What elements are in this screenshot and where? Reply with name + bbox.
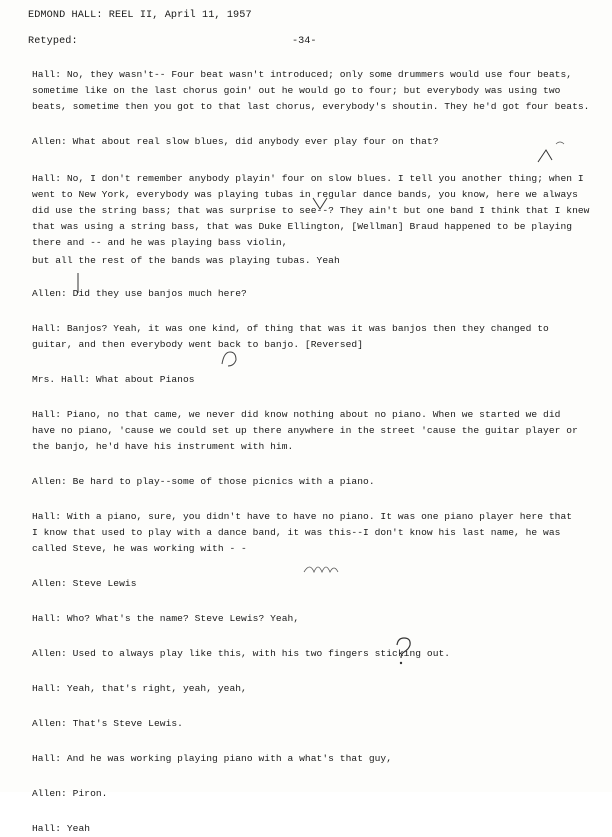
transcript-line: Allen: That's Steve Lewis. [32, 718, 183, 729]
transcript-line: called Steve, he was working with - - [32, 543, 247, 554]
transcript-line: I know that used to play with a dance band, it was this--I don't know his last name, he was [32, 527, 561, 538]
transcript-line: Hall: Piano, no that came, we never did know nothing about no piano. When we started we did [32, 409, 561, 420]
transcript-line: Allen: Piron. [32, 788, 108, 799]
transcript-line: Hall: With a piano, sure, you didn't have to have no piano. It was one piano player here that [32, 511, 573, 522]
page-number: -34- [292, 36, 317, 47]
transcript-line: Allen: Did they use banjos much here? [32, 288, 247, 299]
transcript-line: have no piano, 'cause we could set up there anywhere in the street 'cause the guitar player or [32, 425, 578, 436]
transcript-line: did use the string bass; that was surprise to see--? They ain't but one band I think that I knew [32, 205, 590, 216]
handwritten-divider-mark [74, 272, 82, 294]
transcript-body [32, 67, 592, 837]
handwritten-question-mark [392, 636, 414, 666]
transcript-line: Hall: Who? What's the name? Steve Lewis? Yeah, [32, 613, 300, 624]
transcript-line: Hall: Banjos? Yeah, it was one kind, of thing that was it was banjos then they changed to [32, 323, 549, 334]
transcript-line: Allen: Steve Lewis [32, 578, 137, 589]
transcript-line: the banjo, he'd have his instrument with him. [32, 441, 294, 452]
transcript-line: went to New York, everybody was playing tubas in regular dance bands, you know, here we always [32, 189, 578, 200]
transcript-line: but all the rest of the bands was playing tubas. Yeah [32, 255, 340, 266]
document-title: EDMOND HALL: REEL II, April 11, 1957 [28, 10, 252, 21]
transcript-line: Hall: Yeah [32, 823, 91, 834]
transcript-line: Mrs. Hall: What about Pianos [32, 374, 195, 385]
transcript-line: Hall: Yeah, that's right, yeah, yeah, [32, 683, 247, 694]
transcript-line: Allen: Be hard to play--some of those picnics with a piano. [32, 476, 375, 487]
transcript-line: beats, sometime then you got to that last chorus, everybody's shoutin. They he'd got four beats. [32, 101, 590, 112]
handwritten-insert-mark [310, 195, 330, 213]
transcript-line: Allen: Used to always play like this, with his two fingers sticking out. [32, 648, 451, 659]
transcript-line: there and -- and he was playing bass violin, [32, 237, 288, 248]
retyped-label: Retyped: [28, 36, 78, 47]
transcript-line: guitar, and then everybody went back to banjo. [Reversed] [32, 339, 364, 350]
handwritten-caret-mark [530, 138, 570, 168]
transcript-line: Hall: No, they wasn't-- Four beat wasn't introduced; only some drummers would use four beats, [32, 69, 573, 80]
transcript-line: sometime like on the last chorus goin' out he would go to four; but everybody was using two [32, 85, 561, 96]
transcript-line: Hall: No, I don't remember anybody playin' four on slow blues. I tell you another thing; when I [32, 173, 584, 184]
transcript-line: that was using a string bass, that was Duke Ellington, [Wellman] Braud happened to be playing [32, 221, 573, 232]
transcript-line: Hall: And he was working playing piano with a what's that guy, [32, 753, 393, 764]
transcript-line: Allen: What about real slow blues, did anybody ever play four on that? [32, 136, 439, 147]
handwritten-margin-mark [218, 348, 240, 368]
handwritten-scribble-mark [300, 558, 360, 578]
